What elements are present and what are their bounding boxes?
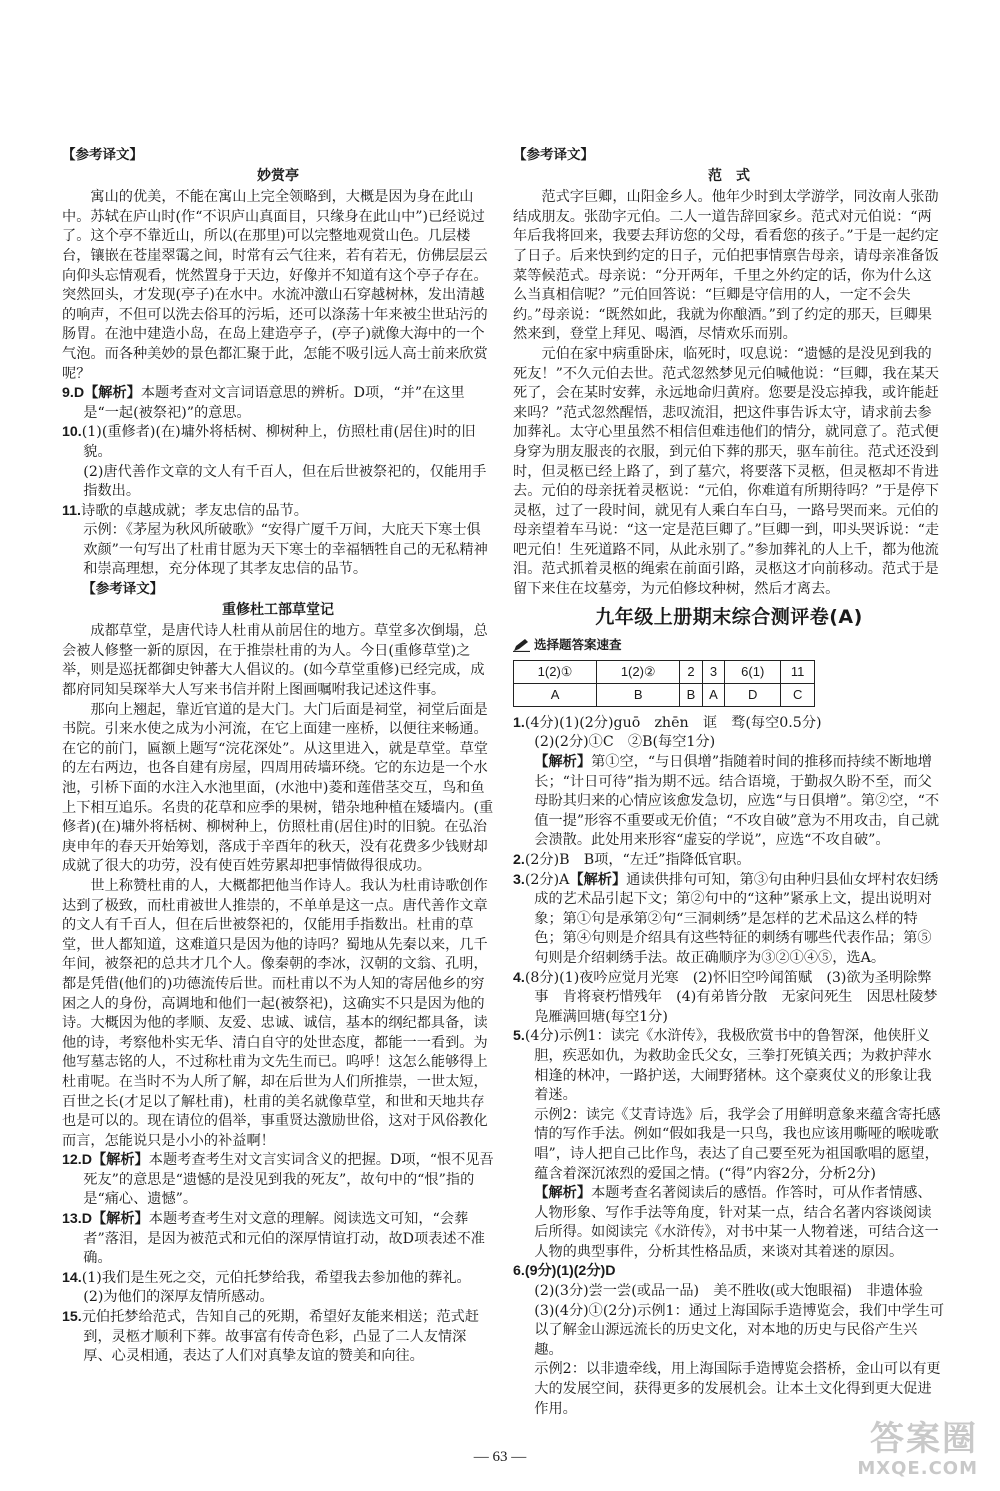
answer-line: (2)(2分)①C ②B(每空1分) — [534, 734, 716, 751]
analysis: 【解析】本题考查名著阅读后的感悟。作答时，可从作者情感、人物形象、写作手法等角度，针对某一点，结合名著内容谈阅读后所得。如阅读完《水浒传》，对书中某一人物着迷，可结合这一人物的典型事件，分析其性格品质，来谈对其着迷的原因。 — [534, 1185, 939, 1260]
answer-line: 示例2：读完《艾青诗选》后，我学会了用鲜明意象来蕴含寄托感情的写作手法。例如“假如我是一只鸟，我也应该用嘶哑的喉咙歌唱”，诗人把自己比作鸟，表达了自己要至死为祖国歌唱的愿望，蕴含着深沉浓烈的爱国之情。(“得”内容2分，分析2分) — [534, 1106, 941, 1182]
table-cell: A — [514, 683, 597, 706]
paragraph: 成都草堂，是唐代诗人杜甫从前居住的地方。草堂多次倒塌，总会被人修整一新的原因，在于推崇杜甫的为人。今日(重修草堂)之举，则是巡抚都御史钟蕃大人倡议的。(如今草堂重修)已经完成，成都府同知吴琛举大人写来书信并附上图画嘱咐我记述这件事。 — [62, 623, 488, 699]
question-15: 15.元伯托梦给范式，告知自己的死期，希望好友能来相送；范式赶到，灵柩才顺利下葬。故事富有传奇色彩，凸显了二人友情深厚、心灵相通，表达了人们对真挚友谊的赞美和向往。 — [62, 1309, 479, 1365]
watermark-logo — [857, 1420, 978, 1479]
table-header-cell: 2 — [680, 660, 702, 683]
paragraph: 世上称赞杜甫的人，大概都把他当作诗人。我认为杜甫诗歌创作达到了极致，而杜甫被世人推崇的，不单单是这一点。唐代善作文章的文人有千百人，但在后世被祭祀的，仅能用手指数出。杜甫的草堂，世人都知道，这难道只是因为他的诗吗？蜀地从先秦以来，几千年间，被祭祀的总共才几个人。像秦朝的李冰，汉朝的文翁、孔明，都是凭借(他们的)功德流传后世。而杜甫以不为人知的寄居他乡的穷困之人的身份，高调地和他们一起(被祭祀)，这确实不只是因为他的诗。大概因为他的孝顺、友爱、忠诚、诚信，基本的纲纪都具备，读他的诗，考察他朴实无华、清白自守的处世态度，都能一一看到。为他写墓志铭的人，不过称杜甫为文先生而已。呜呼！这怎么能够得上杜甫呢。在当时不为人所了解，却在后世为人们所推崇，一世太短，百世之长(才足以了解杜甫)，杜甫的美名就像草堂，和世和天地共存也是可以的。现在请位的倡举，事重贤达激励世俗，这对于风俗教化而言，怎能说只是小小的补益啊！ — [62, 877, 488, 1149]
paragraph: 那向上翘起，靠近官道的是大门。大门后面是祠堂，祠堂后面是书院。引来水使之成为小河流，在它上面建一座桥，以便往来畅通。在它的前门，匾额上题写“浣花深处”。从这里进入，就是草堂。草堂的左右两边，也各自建有房屋，四周用砖墙环绕。它的东边是一个水池，引桥下面的水注入水池里面，(水池中)菱和莲借茎交互，鸟和鱼上下相互追乐。名贵的花草和应季的果树，错杂地种植在矮墙内。(重修者)(在)墉外将栝树、柳树种上，仿照杜甫(居住)时的旧貌。在弘治庚申年的春天开始筹划，落成于辛酉年的秋天，没有花费多少钱财却成就了很大的功劳，没有使百姓劳累却把事情做得很成功。 — [62, 701, 494, 875]
answer-speed-check-heading — [513, 635, 945, 655]
answer-table — [513, 660, 815, 707]
ref-tag: 【参考译文】 — [62, 147, 143, 163]
right-column — [513, 146, 952, 1419]
answer-line: 示例2：以非遗牵线，用上海国际手造博览会搭桥，金山可以有更大的发展空间，获得更多的发展机会。让本土文化得到更大促进作用。 — [534, 1361, 941, 1417]
answer-line: (2)唐代善作文章的文人有千百人，但在后世被祭祀的，仅能用手指数出。 — [83, 463, 487, 500]
left-column — [62, 146, 494, 1367]
question-1: 1.(4分)(1)(2分)guō zhēn 诓 骛(每空0.5分) — [513, 714, 822, 731]
table-header-cell: 1(2)② — [597, 660, 680, 683]
ref-tag: 【参考译文】 — [82, 581, 164, 598]
table-row — [514, 683, 815, 706]
table-cell: B — [680, 683, 702, 706]
table-header-cell: 1(2)① — [514, 660, 597, 683]
question-3: 3.(2分)A【解析】通读供排句可知，第③句由种归县仙女坪村农妇绣成的艺术品引起下文；第②句中的“这种”紧承上文，提出说明对象；第①句是承第②句“三洞刺绣”是怎样的艺术品这么样的特色；第④句则是介绍具有这些特征的刺绣有哪些代表作品；第⑤句则是介绍刺绣手法。故正确顺序为③②①④⑤，选A。 — [513, 871, 939, 966]
essay-title: 重修杜工部草堂记 — [222, 601, 334, 618]
paragraph: 元伯在家中病重卧床，临死时，叹息说：“遗憾的是没见到我的死友！”不久元伯去世。范式忽然梦见元伯喊他说：“巨卿，我在某天死了，会在某时安葬，永远地命归黄府。您要是没忘掉我，或许能赶来吗？”范式忽然醒悟，悲叹流泪，把这件事告诉太守，请求前去参加葬礼。太守心里虽然不相信但难违他们的情分，就同意了。范式便身穿为朋友服丧的衣服，到元伯下葬的那天，驱车前往。范式还没到时，但灵柩已经上路了，到了墓穴，将要落下灵柩，但灵柩却不肯进去。元伯的母亲抚着灵柩说：“元伯，你难道有所期待吗？”于是停下灵柩，过了一段时间，就见有人乘白车白马，一路号哭而来。元伯的母亲望着车马说：“这一定是范巨卿了。”巨卿一到，叩头哭诉说：“走吧元伯！生死道路不同，从此永别了。”参加葬礼的人上千，都为他流泪。范式抓着灵柩的绳索在前面引路，灵柩这才向前移动。范式于是留下来住在坟墓旁，为元伯修坟种树，然后才离去。 — [513, 345, 940, 598]
section-title: 九年级上册期末综合测评卷(A) — [595, 605, 863, 628]
question-9: 9.D【解析】本题考查对文言词语意思的辨析。D项，“并”在这里是“一起(被祭祀)”的意思。 — [62, 385, 465, 421]
table-cell: C — [781, 683, 815, 706]
answer-line: (2)为他们的深厚友情所感动。 — [83, 1289, 274, 1306]
answer-line: 示例：《茅屋为秋风所破歌》“安得广厦千万间，大庇天下寒士俱欢颜”一句写出了杜甫甘愿为天下寒士的幸福牺牲自己的无私精神和崇高理想，充分体现了其孝友忠信的品节。 — [83, 522, 488, 578]
question-5: 5.(4分)示例1：读完《水浒传》，我极欣赏书中的鲁智深，他侠肝义胆，疾恶如仇，为救助金氏父女，三拳打死镇关西；为救护萍水相逢的林冲，一路护送，大闹野猪林。这个豪爽仗义的形象让我着迷。 — [513, 1028, 932, 1104]
table-header-cell: 11 — [781, 660, 815, 683]
question-12: 12.D【解析】本题考查考生对文言实词含义的把握。D项，“恨不见吾死友”的意思是“遗憾的是没见到我的死友”，故句中的“恨”指的是“痛心、遗憾”。 — [62, 1152, 494, 1208]
question-14: 14.(1)我们是生死之交，元伯托梦给我，希望我去参加他的葬礼。 — [62, 1269, 471, 1286]
table-header-row — [514, 660, 815, 683]
answer-line: (3)(4分)①(2分)示例1：通过上海国际手造博览会，我们中学生可以了解金山源远流长的历史文化，对本地的历史与民俗产生兴趣。 — [534, 1302, 945, 1358]
paragraph: 范式字巨卿，山阳金乡人。他年少时到太学游学，同汝南人张劭结成朋友。张劭字元伯。二人一道告辞回家乡。范式对元伯说：“两年后我将回来，我要去拜访您的父母，看看您的孩子。”于是一起约定了日子。后来快到约定的日子，元伯把事情禀告母亲，请母亲准备饭菜等候范式。母亲说：“分开两年，千里之外约定的话，你为什么这么当真相信呢？”元伯回答说：“巨卿是守信用的人，一定不会失约。”母亲说：“既然如此，我就为你酿酒。”到了约定的那天，巨卿果然来到，登堂上拜见、喝酒，尽情欢乐而别。 — [513, 189, 939, 343]
table-header-cell: 3 — [702, 660, 724, 683]
question-11: 11.诗歌的卓越成就；孝友忠信的品节。 — [62, 502, 308, 519]
answer-line: (2)(3分)尝一尝(或品一品) 美不胜收(或大饱眼福) 非遗体验 — [534, 1283, 923, 1300]
page-number: — 63 — — [473, 1449, 527, 1465]
table-cell: A — [702, 683, 724, 706]
table-cell: D — [725, 683, 781, 706]
essay-title: 妙赏亭 — [257, 167, 299, 184]
watermark-text: 答案圈 — [870, 1419, 978, 1459]
watermark-url: MXQE.COM — [857, 1458, 978, 1479]
question-6: 6.(9分)(1)(2分)D — [513, 1263, 616, 1280]
speed-check-label: 选择题答案速查 — [534, 637, 622, 653]
table-cell: B — [597, 683, 680, 706]
essay-title: 范 式 — [708, 167, 750, 184]
paragraph: 寓山的优美，不能在寓山上完全领略到，大概是因为身在此山中。苏轼在庐山时(作“不识庐山真面目，只缘身在此山中”)已经说过了。这个亭不靠近山，所以(在那里)可以完整地观赏山色。几层楼台，镶嵌在苍崖翠霭之间，时常有云气往来，若有若无，仿佛层层云向仰头忘情观看，恍然置身于天边，好像并不知道有这个亭子存在。突然回头，才发现(亭子)在水中。水流冲激山石穿越树林，发出清越的响声，不但可以洗去俗耳的污垢，还可以涤荡十年来被尘世玷污的肠胃。在池中建造小岛，在岛上建造亭子，(亭子)就像大海中的一个气泡。而各种美妙的景色都汇聚于此，怎能不吸引远人高士前来欣赏呢？ — [62, 189, 488, 382]
question-4: 4.(8分)(1)夜吟应觉月光寒 (2)怀旧空吟闻笛赋 (3)欲为圣明除弊事 肯将衰朽惜残年 (4)有弟皆分散 无家问死生 因思杜陵梦 凫雁满回塘(每空1分) — [513, 969, 952, 1025]
question-13: 13.D【解析】本题考查考生对文意的理解。阅读选文可知，“会葬者”落泪，是因为被范式和元伯的深厚情谊打动，故D项表述不准确。 — [62, 1211, 485, 1267]
ref-tag: 【参考译文】 — [513, 147, 594, 163]
analysis: 【解析】第①空，“与日俱增”指随着时间的推移而持续不断地增长；“计日可待”指为期不远。结合语境，于勤叔久盼不至，而父母盼其归来的心情应该愈发急切，应选“与日俱增”。第②空，“不值一提”形容不重要或无价值；“不攻自破”意为不用攻击，自己就会溃散。此处用来形容“虚妄的学说”，应选“不攻自破”。 — [534, 754, 940, 849]
question-10: 10.(1)(重修者)(在)墉外将栝树、柳树种上，仿照杜甫(居住)时的旧貌。 — [62, 424, 476, 460]
table-header-cell: 6(1) — [725, 660, 781, 683]
question-2: 2.(2分)B B项，“左迁”指降低官职。 — [513, 852, 751, 868]
pencil-icon — [513, 638, 531, 652]
